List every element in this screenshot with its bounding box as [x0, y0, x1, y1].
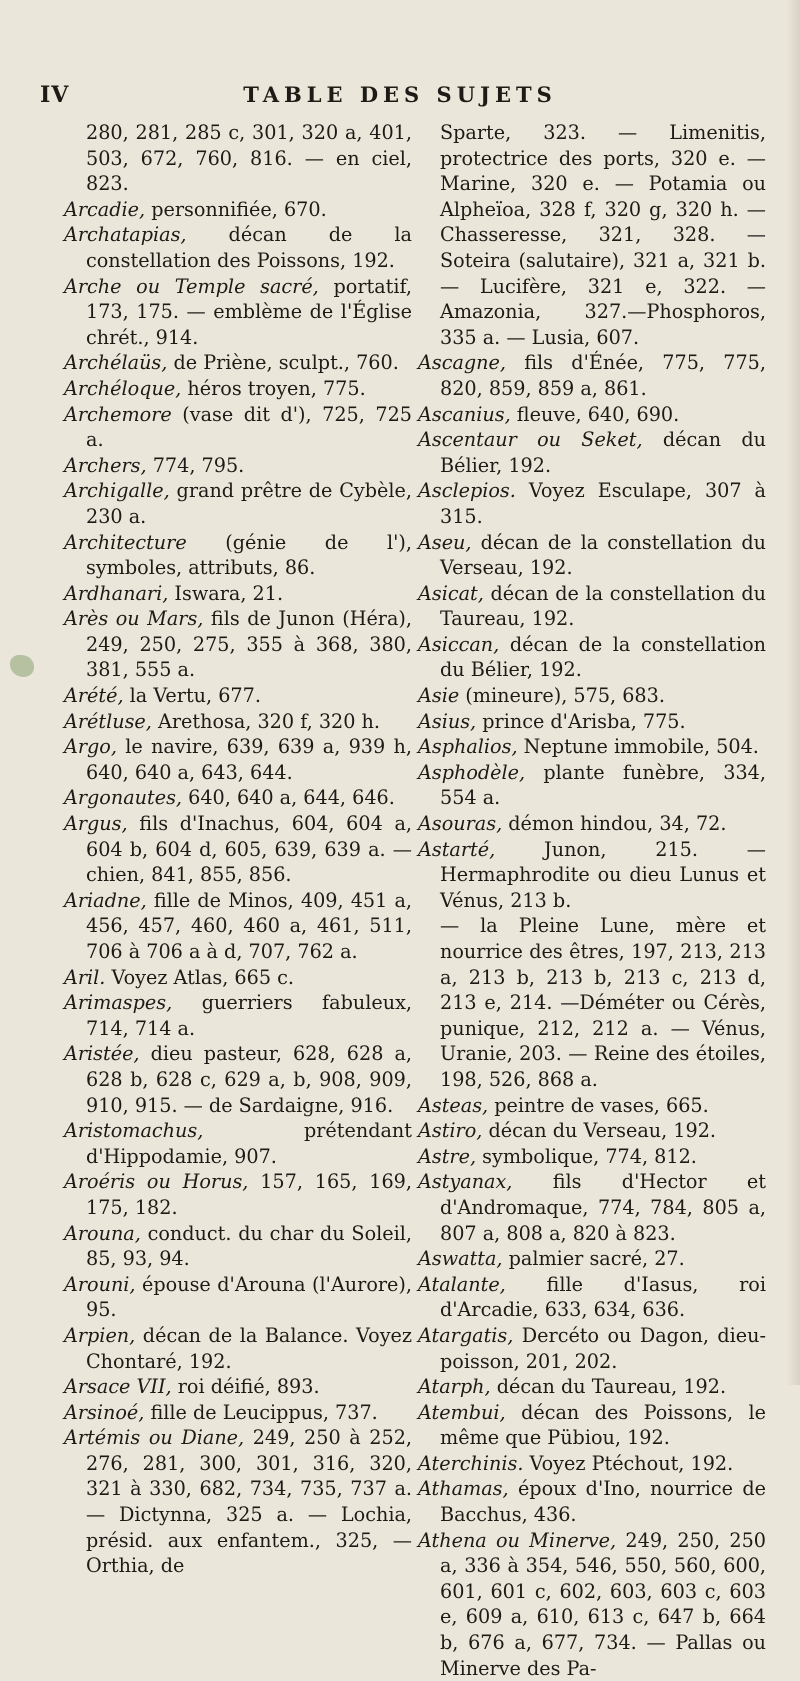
- index-entry: [64, 683, 412, 709]
- index-column-right: [418, 120, 766, 1681]
- entry-headword: Archers,: [64, 453, 147, 477]
- index-entry: [418, 1272, 766, 1323]
- entry-headword: Arété,: [64, 684, 124, 708]
- entry-references: 640, 640 a, 644, 646.: [182, 786, 395, 810]
- entry-headword: Argus,: [64, 812, 128, 836]
- index-entry: [64, 785, 412, 811]
- entry-references: époux d'Ino, nourrice de Bacchus, 436.: [440, 1477, 766, 1527]
- index-entry: [64, 1169, 412, 1220]
- page-edge-shadow: [786, 0, 800, 1385]
- entry-headword: Astiro,: [418, 1119, 483, 1143]
- entry-headword: Asphodèle,: [418, 760, 526, 784]
- index-entry: [64, 274, 412, 351]
- entry-references: palmier sacré, 27.: [502, 1247, 685, 1271]
- index-entry: [418, 709, 766, 735]
- entry-headword: Ariadne,: [64, 888, 147, 912]
- index-entry: [418, 837, 766, 914]
- index-entry: [64, 709, 412, 735]
- entry-references: décan du Verseau, 192.: [482, 1119, 717, 1143]
- entry-headword: Aristomachus,: [64, 1119, 204, 1143]
- entry-headword: Archigalle,: [64, 479, 170, 503]
- entry-headword: Asouras,: [418, 812, 503, 836]
- index-entry: [64, 1118, 412, 1169]
- entry-headword: Arouna,: [64, 1221, 141, 1245]
- index-entry: [418, 1323, 766, 1374]
- index-entry: [64, 197, 412, 223]
- entry-references: Iswara, 21.: [168, 581, 284, 605]
- entry-references: conduct. du char du Soleil, 85, 93, 94.: [86, 1221, 412, 1271]
- entry-references: prétendant d'Hippodamie, 907.: [86, 1119, 412, 1168]
- entry-references: (vase dit d'), 725, 725 a.: [86, 402, 412, 452]
- entry-headword: Arsace VII,: [64, 1375, 172, 1399]
- entry-references: prince d'Arisba, 775.: [476, 709, 686, 733]
- entry-headword: Artémis ou Diane,: [64, 1426, 245, 1450]
- index-entry: [418, 581, 766, 632]
- index-entry: [418, 683, 766, 709]
- index-entry: [64, 990, 412, 1041]
- entry-references: Dercéto ou Dagon, dieu-poisson, 201, 202.: [440, 1323, 766, 1373]
- index-entry: [418, 478, 766, 529]
- index-entry: [64, 222, 412, 273]
- entry-references: Neptune immobile, 504.: [517, 735, 759, 759]
- entry-references: héros troyen, 775.: [181, 376, 366, 400]
- index-entry: [418, 1169, 766, 1246]
- index-entry: [64, 376, 412, 402]
- entry-headword: Atarph,: [418, 1375, 491, 1399]
- entry-references: démon hindou, 34, 72.: [502, 812, 727, 836]
- index-entry: [418, 1476, 766, 1527]
- entry-headword: Asiccan,: [418, 632, 500, 656]
- index-entry: [64, 120, 412, 197]
- entry-headword: Atargatis,: [418, 1323, 514, 1347]
- entry-references: peintre de vases, 665.: [488, 1093, 709, 1117]
- entry-headword: Archatapias,: [64, 223, 187, 247]
- entry-references: symbolique, 774, 812.: [476, 1144, 697, 1168]
- index-entry: [418, 427, 766, 478]
- index-entry: [418, 1528, 766, 1681]
- entry-headword: Arpien,: [64, 1323, 136, 1347]
- entry-references: décan de la constellation du Verseau, 192.: [440, 530, 766, 580]
- entry-references: Voyez Ptéchout, 192.: [523, 1451, 734, 1475]
- entry-references: 280, 281, 285 c, 301, 320 a, 401, 503, 672, 760, 816. — en ciel, 823.: [86, 121, 412, 196]
- index-entry: [418, 632, 766, 683]
- entry-references: 249, 250 à 252, 276, 281, 300, 301, 316, 320, 321 à 330, 682, 734, 735, 737 a. — Dictynna, 325 a. — Lochia, présid. aux enfantem., 325, — Orthia, de: [86, 1426, 413, 1578]
- index-entry: [64, 1374, 412, 1400]
- entry-headword: Athamas,: [418, 1477, 509, 1501]
- entry-references: dieu pasteur, 628, 628 a, 628 b, 628 c, 629 a, b, 908, 909, 910, 915. — de Sardaigne, 916.: [86, 1042, 412, 1117]
- entry-references: fils d'Énée, 775, 775, 820, 859, 859 a, 861.: [440, 351, 766, 400]
- entry-headword: Ascanius,: [418, 402, 511, 426]
- entry-references: personnifiée, 670.: [145, 197, 327, 221]
- index-entry: [64, 350, 412, 376]
- entry-references: fille d'Iasus, roi d'Arcadie, 633, 634, 636.: [440, 1272, 766, 1322]
- entry-references: plante funèbre, 334, 554 a.: [440, 760, 766, 810]
- index-entry: [418, 402, 766, 428]
- entry-headword: Asteas,: [418, 1093, 489, 1117]
- index-entry: [64, 1221, 412, 1272]
- entry-headword: Astre,: [418, 1144, 477, 1168]
- entry-headword: Ardhanari,: [64, 581, 169, 605]
- index-entry: [418, 1093, 766, 1119]
- entry-headword: Architecture: [64, 530, 187, 554]
- running-header: [0, 82, 800, 112]
- entry-references: décan du Bélier, 192.: [440, 428, 766, 477]
- index-entry: [64, 606, 412, 683]
- entry-headword: Argonautes,: [64, 786, 183, 810]
- entry-references: fils d'Inachus, 604, 604 a, 604 b, 604 d, 605, 639, 639 a. — chien, 841, 855, 856.: [86, 812, 412, 887]
- entry-references: 157, 165, 169, 175, 182.: [86, 1170, 412, 1219]
- index-entry: [418, 350, 766, 401]
- entry-headword: Aseu,: [418, 530, 472, 554]
- index-entry: [418, 1451, 766, 1477]
- index-entry: [418, 913, 766, 1092]
- entry-headword: Arétluse,: [64, 709, 152, 733]
- index-column-left: [64, 120, 412, 1579]
- index-entry: [64, 1272, 412, 1323]
- entry-references: décan de la constellation du Bélier, 192.: [440, 632, 766, 682]
- entry-references: portatif, 173, 175. — emblème de l'Église chrét., 914.: [86, 274, 412, 349]
- entry-headword: Asclepios.: [418, 479, 516, 503]
- index-entry: [64, 1425, 412, 1579]
- entry-references: fils d'Hector et d'Andromaque, 774, 784, 805 a, 807 a, 808 a, 820 à 823.: [440, 1170, 766, 1245]
- page-stain: [10, 655, 34, 677]
- index-entry: [64, 530, 412, 581]
- index-entry: [418, 1374, 766, 1400]
- entry-headword: Asphalios,: [418, 735, 518, 759]
- entry-references: grand prêtre de Cybèle, 230 a.: [86, 479, 412, 528]
- entry-headword: Ascentaur ou Seket,: [418, 428, 643, 452]
- entry-references: (génie de l'), symboles, attributs, 86.: [86, 530, 412, 580]
- index-entry: [418, 811, 766, 837]
- entry-references: décan des Poissons, le même que Pübiou, 192.: [440, 1400, 766, 1450]
- entry-headword: Aroéris ou Horus,: [64, 1170, 249, 1194]
- entry-references: le navire, 639, 639 a, 939 h, 640, 640 a, 643, 644.: [86, 735, 412, 784]
- entry-references: fleuve, 640, 690.: [510, 402, 680, 426]
- index-entry: [418, 120, 766, 350]
- index-entry: [418, 760, 766, 811]
- entry-headword: Asie: [418, 684, 460, 708]
- entry-headword: Archemore: [64, 402, 172, 426]
- entry-references: 774, 795.: [146, 453, 245, 477]
- entry-references: — la Pleine Lune, mère et nourrice des êtres, 197, 213, 213 a, 213 b, 213 b, 213 c, 213 d, 213 e, 214. —Déméter ou Cérès, punique, 212, 212 a. — Vénus, Uranie, 203. — Reine des étoiles, 198, 526, 868 a.: [440, 914, 766, 1091]
- page-title: TABLE DES SUJETS: [243, 82, 557, 107]
- entry-headword: Archéloque,: [64, 376, 182, 400]
- entry-references: guerriers fabuleux, 714, 714 a.: [86, 991, 412, 1040]
- entry-references: Sparte, 323. — Limenitis, protectrice des ports, 320 e. — Marine, 320 e. — Potamia ou Alpheïoa, 328 f, 320 g, 320 h. — Chasseresse, 321, 328. — Soteira (salutaire), 321 a, 321 b. — Lucifère, 321 e, 322. — Amazonia, 327.—Phosphoros, 335 a. — Lusia, 607.: [440, 121, 766, 349]
- entry-headword: Aswatta,: [418, 1247, 503, 1271]
- entry-headword: Archélaüs,: [64, 351, 168, 375]
- index-entry: [64, 478, 412, 529]
- entry-references: la Vertu, 677.: [123, 684, 261, 708]
- index-entry: [64, 811, 412, 888]
- index-entry: [64, 965, 412, 991]
- entry-headword: Astyanax,: [418, 1170, 513, 1194]
- index-entry: [64, 402, 412, 453]
- entry-headword: Aristée,: [64, 1042, 140, 1066]
- entry-references: décan de la constellation des Poissons, 192.: [86, 223, 412, 272]
- entry-headword: Arouni,: [64, 1272, 136, 1296]
- entry-headword: Athena ou Minerve,: [418, 1528, 617, 1552]
- entry-references: fils de Junon (Héra), 249, 250, 275, 355 à 368, 380, 381, 555 a.: [86, 607, 413, 682]
- entry-references: décan de la constellation du Taureau, 192.: [440, 581, 766, 631]
- entry-references: fille de Leucippus, 737.: [144, 1400, 378, 1424]
- entry-references: de Priène, sculpt., 760.: [167, 351, 399, 375]
- entry-references: décan de la Balance. Voyez Chontaré, 192.: [86, 1323, 412, 1373]
- index-entry: [418, 1246, 766, 1272]
- entry-references: fille de Minos, 409, 451 a, 456, 457, 460, 460 a, 461, 511, 706 à 706 a à d, 707, 762 a.: [86, 888, 412, 963]
- index-entry: [64, 734, 412, 785]
- index-entry: [418, 1400, 766, 1451]
- entry-headword: Argo,: [64, 735, 117, 759]
- entry-headword: Atalante,: [418, 1272, 506, 1296]
- entry-references: Junon, 215. — Hermaphrodite ou dieu Lunus et Vénus, 213 b.: [440, 837, 766, 912]
- index-entry: [418, 1144, 766, 1170]
- entry-headword: Asius,: [418, 709, 477, 733]
- entry-headword: Arsinoé,: [64, 1400, 145, 1424]
- index-entry: [418, 1118, 766, 1144]
- entry-headword: Aterchinis.: [418, 1451, 524, 1475]
- entry-headword: Arimaspes,: [64, 991, 173, 1015]
- index-entry: [64, 581, 412, 607]
- entry-references: (mineure), 575, 683.: [459, 684, 665, 708]
- page-number: IV: [40, 82, 70, 108]
- entry-headword: Ascagne,: [418, 351, 506, 375]
- entry-headword: Arche ou Temple sacré,: [64, 274, 319, 298]
- entry-headword: Arcadie,: [64, 197, 146, 221]
- index-entry: [64, 1041, 412, 1118]
- entry-references: décan du Taureau, 192.: [490, 1375, 727, 1399]
- index-entry: [64, 1323, 412, 1374]
- index-entry: [418, 530, 766, 581]
- entry-headword: Asicat,: [418, 581, 484, 605]
- entry-headword: Arès ou Mars,: [64, 607, 204, 631]
- index-entry: [64, 1400, 412, 1426]
- entry-references: Arethosa, 320 f, 320 h.: [151, 709, 380, 733]
- entry-references: Voyez Esculape, 307 à 315.: [440, 479, 766, 528]
- index-entry: [64, 888, 412, 965]
- entry-references: épouse d'Arouna (l'Aurore), 95.: [86, 1272, 412, 1322]
- entry-references: 249, 250, 250 a, 336 à 354, 546, 550, 560, 600, 601, 601 c, 602, 603, 603 c, 603 e, 609 a, 610, 613 c, 647 b, 664 b, 676 a, 677, 734. — Pallas ou Minerve des Pa-: [440, 1528, 766, 1680]
- entry-references: Voyez Atlas, 665 c.: [105, 965, 294, 989]
- index-entry: [418, 734, 766, 760]
- entry-headword: Astarté,: [418, 837, 496, 861]
- index-entry: [64, 453, 412, 479]
- entry-references: roi déifié, 893.: [171, 1375, 320, 1399]
- entry-headword: Atembui,: [418, 1400, 506, 1424]
- entry-headword: Aril.: [64, 965, 106, 989]
